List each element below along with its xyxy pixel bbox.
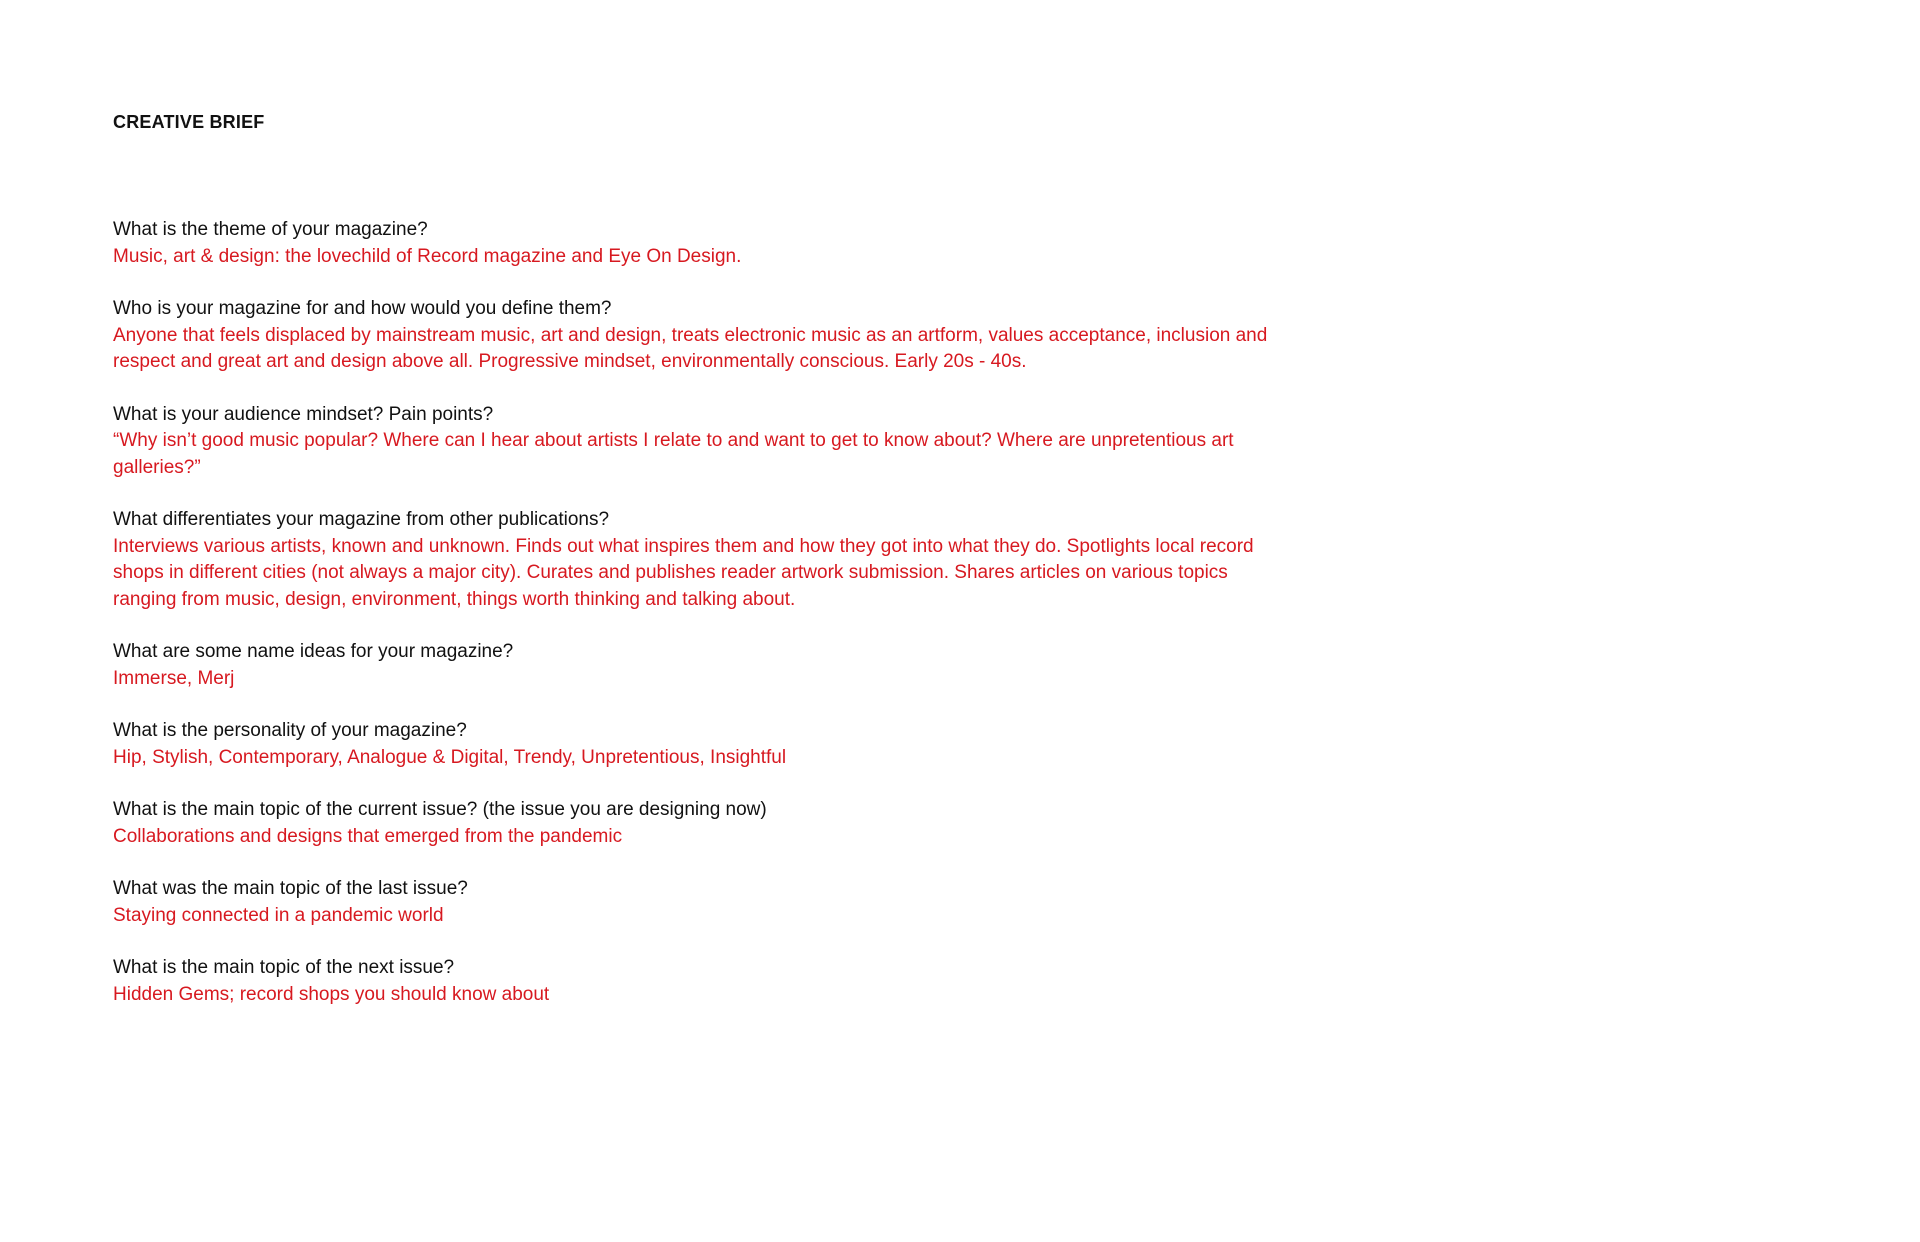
question-text: Who is your magazine for and how would you define them? xyxy=(113,298,612,319)
answer-text: Music, art & design: the lovechild of Record magazine and Eye On Design. xyxy=(113,245,742,267)
answer-text: Hidden Gems; record shops you should know about xyxy=(113,983,550,1005)
page-title: CREATIVE BRIEF xyxy=(113,112,265,132)
answer-text: Interviews various artists, known and unknown. Finds out what inspires them and how they got into what they do. Spotlights local record shops in different cities (not always a major city). Curates and publishes reader artwork submission. Shares articles on various topics ranging from music, design, environment, things worth thinking and talking about. xyxy=(113,535,1254,610)
question-text: What is the theme of your magazine? xyxy=(113,219,428,240)
creative-brief-page xyxy=(113,110,1413,1034)
answer-text: “Why isn’t good music popular? Where can I hear about artists I relate to and want to get to know about? Where are unpretentious art galleries?” xyxy=(113,430,1234,478)
qa-item-mindset xyxy=(113,402,1413,482)
question-text: What differentiates your magazine from other publications? xyxy=(113,509,610,530)
answer-text: Staying connected in a pandemic world xyxy=(113,904,444,926)
qa-item-audience xyxy=(113,296,1413,376)
answer-text: Immerse, Merj xyxy=(113,667,235,689)
question-text: What are some name ideas for your magazine? xyxy=(113,641,514,662)
answer-text: Anyone that feels displaced by mainstream music, art and design, treats electronic music as an artform, values acceptance, inclusion and respect and great art and design above all. Progressive mindset, environmentally conscious. Early 20s - 40s. xyxy=(113,324,1268,372)
question-text: What was the main topic of the last issue? xyxy=(113,878,468,899)
question-text: What is the personality of your magazine? xyxy=(113,720,467,741)
question-text: What is your audience mindset? Pain points? xyxy=(113,403,494,425)
question-text: What is the main topic of the next issue? xyxy=(113,957,455,978)
answer-text: Hip, Stylish, Contemporary, Analogue & Digital, Trendy, Unpretentious, Insightful xyxy=(113,746,787,768)
qa-item-next-issue xyxy=(113,955,1413,1008)
qa-item-name-ideas xyxy=(113,639,1413,692)
qa-item-theme xyxy=(113,217,1413,270)
qa-item-personality xyxy=(113,718,1413,771)
qa-item-last-issue xyxy=(113,876,1413,929)
question-text: What is the main topic of the current issue? (the issue you are designing now) xyxy=(113,799,767,820)
qa-item-current-issue xyxy=(113,797,1413,850)
qa-item-differentiators xyxy=(113,507,1413,613)
answer-text: Collaborations and designs that emerged from the pandemic xyxy=(113,825,623,847)
